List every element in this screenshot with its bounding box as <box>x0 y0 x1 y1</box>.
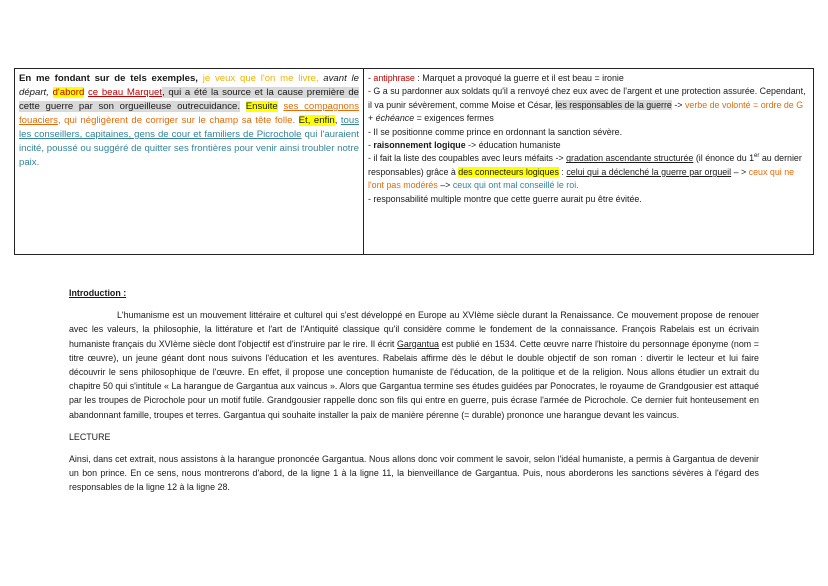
analysis-line-3: - Il se positionne comme prince en ordonnant la sanction sévère. <box>368 126 623 137</box>
source-fouaciers-fault: , qui négligèrent de corriger sur le champ sa tête folle. <box>57 115 296 126</box>
superscript-er: er <box>754 153 760 160</box>
gradation-term: gradation ascendante structurée <box>566 153 694 164</box>
book-title: Gargantua <box>397 338 439 349</box>
source-depart: avant le départ, <box>19 73 359 98</box>
comma: , <box>334 115 341 126</box>
arrow: – > <box>731 166 749 177</box>
colon: : <box>558 166 567 177</box>
source-marquet-fault: , qui a été la source et la cause première de cette guerre par son orgueilleuse outrecuidance. <box>19 87 360 112</box>
analysis-cell <box>364 69 813 254</box>
analysis-text: - il fait la liste des coupables avec leurs méfaits -> <box>368 153 567 164</box>
space <box>240 101 246 112</box>
culprit-1: celui qui a déclenché la guerre par orgueil <box>566 166 732 177</box>
echeance-term: échéance <box>375 113 415 124</box>
analysis-line-2 <box>368 85 809 125</box>
analysis-text: = exigences fermes <box>414 113 494 124</box>
connecteurs-highlight: des connecteurs logiques <box>458 166 559 177</box>
connector-dabord: d'abord <box>52 87 85 98</box>
intro-heading: Introduction : <box>69 288 127 298</box>
source-text-cell <box>15 69 364 254</box>
intro-text: est publié en 1534. Cette œuvre narre l'histoire du personnage éponyme (nom = titre œuvre), un jeune géant dont nous suivons l'éducation et les aventures. Rabelais affirme dès le début le double objectif de son roman : divertir le lecteur et lui faire découvrir le sens philosophique de l'œuvre. En effet, il propose une conception humaniste de l'éducation, de la politique et de la religion. Nous allons étudier un extrait du chapitre 50 qui s'intitule « La harangue de Gargantua aux vaincus ». Alors que Gargantua termine ses études guidées par Ponocrates, le royaume de Grandgousier est attaqué par les troupes de Picrochole pour un motif futile. Grandgousier rappelle donc son fils qui entre en guerre, puis écrase l'armée de Picrochole. Ce dernier fuit honteusement en abandonnant famille, troupes et terres. Gargantua qui souhaite installer la paix de manière pérenne (= durable) prononce une harangue devant les vaincus. <box>69 338 759 420</box>
analysis-line-1 <box>368 72 809 85</box>
arrow: -> <box>671 99 685 110</box>
source-conseillers-fault: qui l'auraient incité, poussé ou suggéré de quitter ses frontières pour venir ainsi troubler notre paix. <box>19 129 359 168</box>
source-fouaciers: ses compagnons fouaciers <box>19 101 359 126</box>
analysis-line-4 <box>368 139 809 152</box>
source-intro: En me fondant sur de tels exemples, <box>19 73 198 84</box>
verbe-volonte: verbe de volonté = ordre de G <box>684 99 804 110</box>
source-volonte: je veux que l'on me livre, <box>197 73 319 84</box>
dash: - <box>368 73 374 83</box>
analysis-line-6: - responsabilité multiple montre que cette guerre aurait pu être évitée. <box>368 193 642 204</box>
annotation-table <box>14 68 814 255</box>
analysis-text: - G a su pardonner aux soldats qu'il a renvoyé chez eux avec de l'argent et une protection assurée. Cependant, il va punir sévèrement, comme Moise et César, <box>368 86 806 110</box>
source-conseillers: tous les conseillers, capitaines, gens de cour et familiers de Picrochole <box>19 115 359 140</box>
connector-ensuite: Ensuite <box>245 101 278 112</box>
analysis-text: (il énonce du 1 <box>693 153 755 164</box>
analysis-text: au dernier responsables) grâce à <box>368 153 802 177</box>
analysis-line-5 <box>368 152 809 192</box>
plus: + <box>368 113 376 124</box>
dash: - <box>368 140 374 151</box>
intro-paragraph <box>69 308 759 422</box>
culprit-3: ceux qui ont mal conseillé le roi. <box>452 180 579 191</box>
antiphrase-term: antiphrase <box>373 73 415 83</box>
responsables-highlight: les responsables de la guerre <box>555 99 672 110</box>
arrow: –> <box>437 180 453 191</box>
introduction-section <box>69 286 759 495</box>
analysis-text: -> éducation humaniste <box>465 140 561 151</box>
lecture-label: LECTURE <box>69 431 111 442</box>
source-marquet: ce beau Marquet <box>88 87 163 98</box>
problematique-paragraph: Ainsi, dans cet extrait, nous assistons à la harangue prononcée Gargantua. Nous allons donc voir comment le savoir, selon l'idéal humaniste, a permis à Gargantua de devenir un bon prince. En ce sens, nous montrerons d'abord, de la ligne 1 à la ligne 11, la bienveillance de Gargantua. Puis, nous aborderons les sanctions sévères à l'égard des responsables de la ligne 12 à la ligne 28. <box>69 454 759 493</box>
intro-text: L'humanisme est un mouvement littéraire et culturel qui s'est développé en Europe au XVIème siècle durant la Renaissance. Ce mouvement propose de renouer avec les valeurs, la philosophie, la littérature et l'art de l'Antiquité classique qu'il considère comme le fondement de la connaissance. François Rabelais est un écrivain humaniste français du XVIème siècle dont l'objectif est d'instruire par le rire. Il écrit <box>69 310 759 349</box>
connector-enfin: Et, enfin <box>298 115 335 126</box>
analysis-text: : Marquet a provoqué la guerre et il est beau = ironie <box>414 73 624 83</box>
raisonnement-term: raisonnement logique <box>373 140 466 151</box>
culprit-2: ceux qui ne l'ont pas modérés <box>368 166 795 191</box>
